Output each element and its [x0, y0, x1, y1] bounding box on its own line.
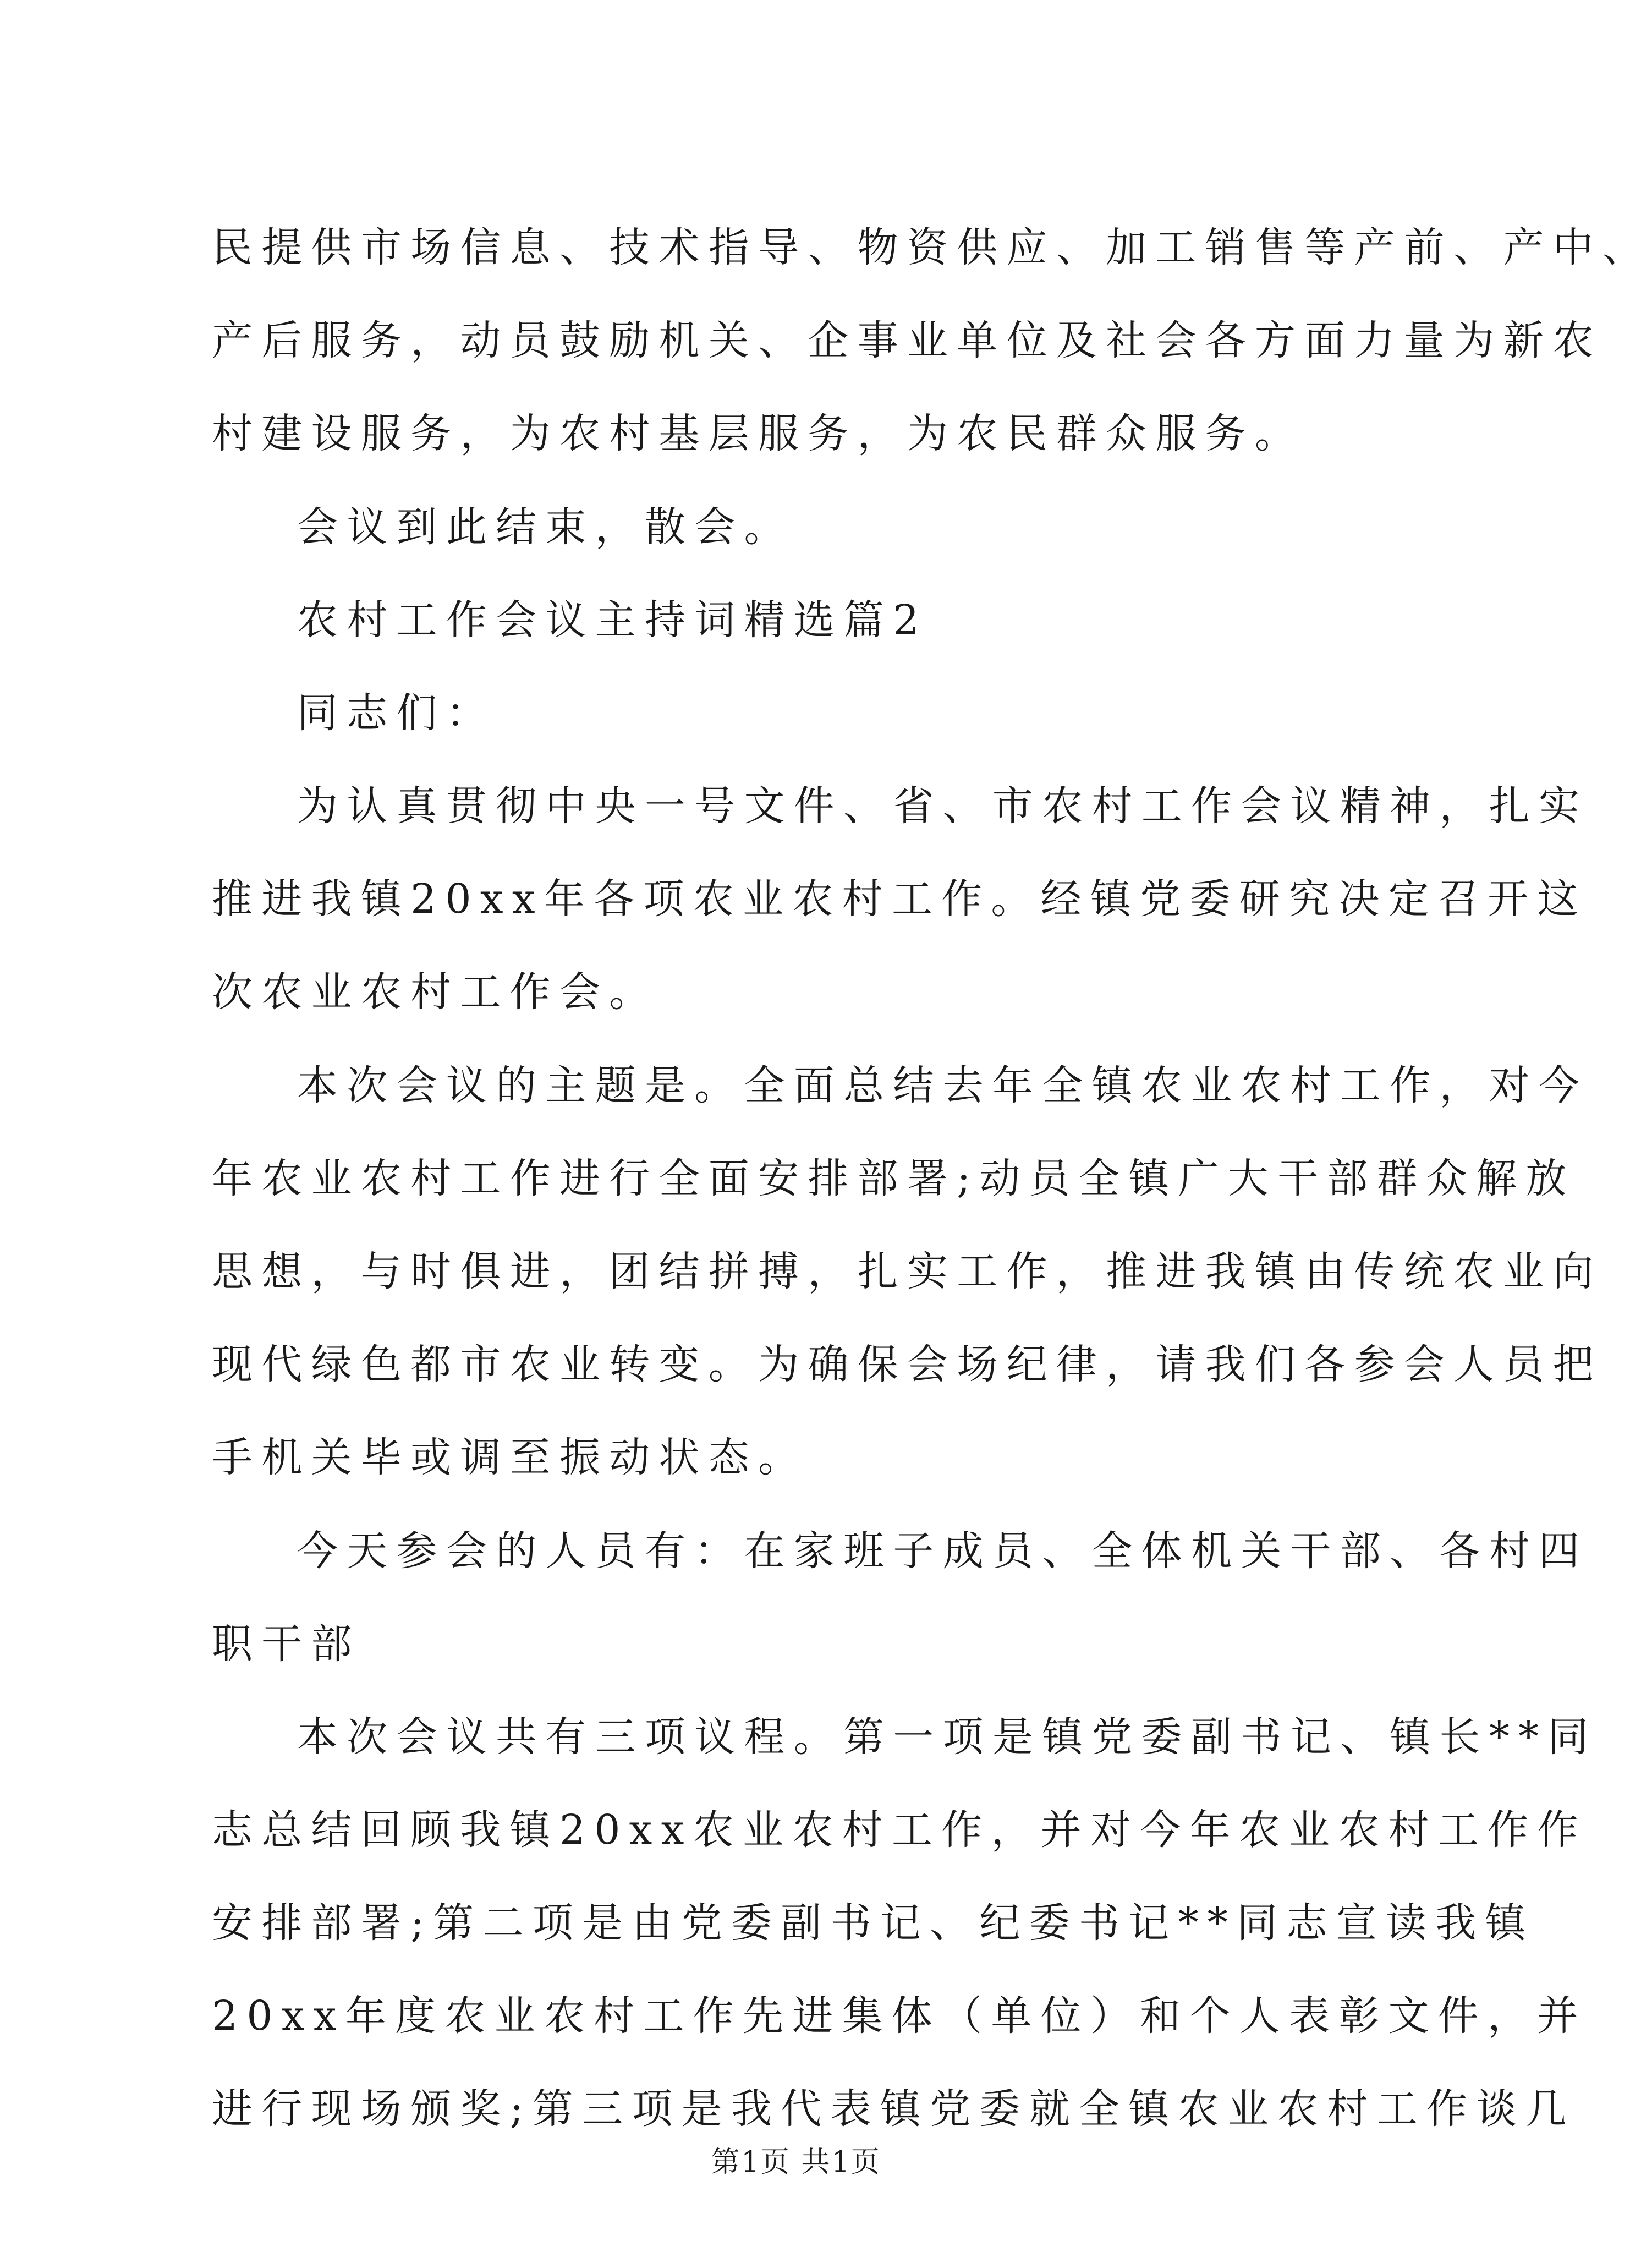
- body-line-16: 职干部: [212, 1620, 361, 1668]
- body-line-14: 手机关毕或调至振动状态。: [212, 1434, 808, 1481]
- body-line-20: 20xx年度农业农村工作先进集体（单位）和个人表彰文件，并: [212, 1992, 1587, 2040]
- page-footer: 第1页 共1页: [711, 2146, 881, 2179]
- section-title: 农村工作会议主持词精选篇2: [297, 596, 928, 644]
- body-line-3: 村建设服务，为农村基层服务，为农民群众服务。: [212, 410, 1305, 457]
- body-line-9: 次农业农村工作会。: [212, 968, 659, 1016]
- body-line-21: 进行现场颁奖;第三项是我代表镇党委就全镇农业农村工作谈几: [212, 2085, 1576, 2133]
- body-line-10: 本次会议的主题是。全面总结去年全镇农业农村工作，对今: [297, 1062, 1589, 1109]
- body-line-2: 产后服务，动员鼓励机关、企事业单位及社会各方面力量为新农: [212, 317, 1602, 364]
- body-line-18: 志总结回顾我镇20xx农业农村工作，并对今年农业农村工作作: [212, 1806, 1587, 1854]
- body-line-19: 安排部署;第二项是由党委副书记、纪委书记**同志宣读我镇: [212, 1899, 1535, 1947]
- body-line-1: 民提供市场信息、技术指导、物资供应、加工销售等产前、产中、: [212, 224, 1652, 271]
- body-line-15: 今天参会的人员有：在家班子成员、全体机关干部、各村四: [297, 1527, 1589, 1575]
- body-line-13: 现代绿色都市农业转变。为确保会场纪律，请我们各参会人员把: [212, 1341, 1602, 1388]
- body-line-12: 思想，与时俱进，团结拼搏，扎实工作，推进我镇由传统农业向: [212, 1248, 1602, 1295]
- body-line-17: 本次会议共有三项议程。第一项是镇党委副书记、镇长**同: [297, 1713, 1598, 1761]
- salutation: 同志们：: [297, 689, 496, 737]
- body-line-11: 年农业农村工作进行全面安排部署;动员全镇广大干部群众解放: [212, 1155, 1576, 1202]
- body-line-8: 推进我镇20xx年各项农业农村工作。经镇党委研究决定召开这: [212, 875, 1587, 923]
- closing-line: 会议到此结束，散会。: [297, 503, 794, 551]
- body-line-7: 为认真贯彻中央一号文件、省、市农村工作会议精神，扎实: [297, 782, 1589, 830]
